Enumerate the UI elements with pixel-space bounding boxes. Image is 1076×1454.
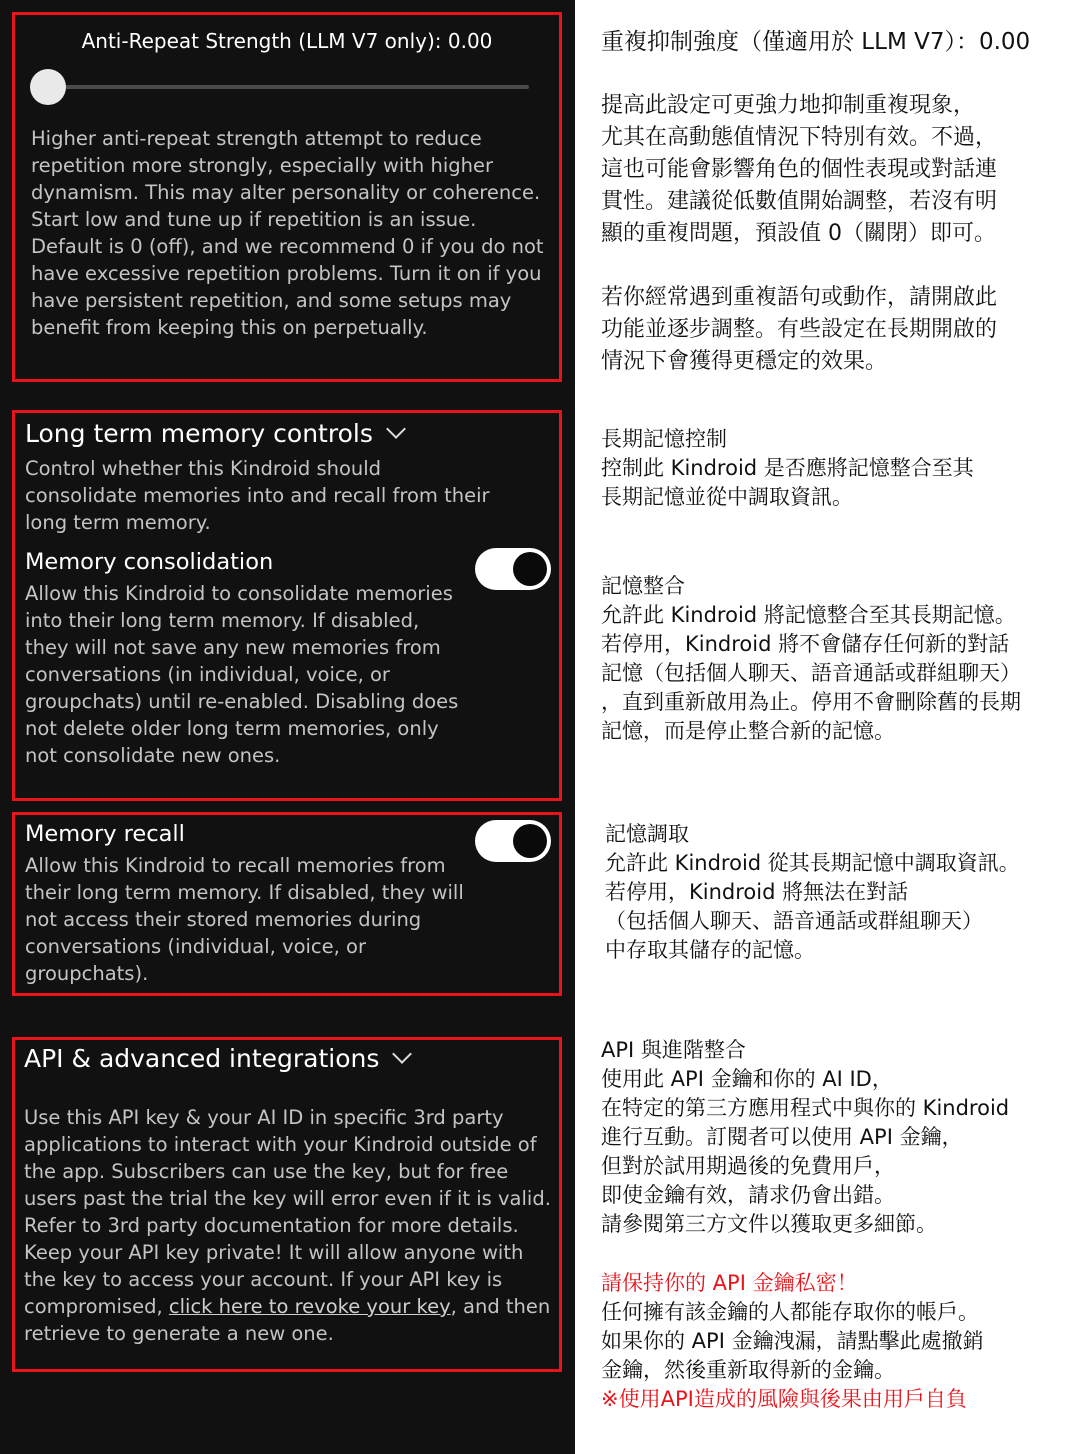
translation-panel — [575, 0, 1076, 1454]
anti-repeat-slider-thumb[interactable] — [30, 69, 66, 105]
memory-consolidation-title: Memory consolidation — [25, 549, 274, 575]
zh-api-integrations: API 與進階整合 使用此 API 金鑰和你的 AI ID， 在特定的第三方應用程式中與你的 Kindroid 進行互動。訂閱者可以使用 API 金鑰， 但對於試用期過後的免費用戶， 即使金鑰有效，請求仍會出錯。 請參閱第三方文件以獲取更多細節。 — [601, 1038, 1010, 1236]
zh-memory-consolidation: 記憶整合 允許此 Kindroid 將記憶整合至其長期記憶。 若停用，Kindroid 將不會儲存任何新的對話 記憶（包括個人聊天、語音通話或群組聊天） ，直到重新啟用為止。停用不會刪除舊的長期 記憶，而是停止整合新的記憶。 — [601, 574, 1021, 743]
zh-anti-repeat-paragraph-1: 提高此設定可更強力地抑制重複現象， 尤其在高動態值情況下特別有效。不過， 這也可能會影響角色的個性表現或對話連 貫性。建議從低數值開始調整，若沒有明 顯的重複問題，預設值 0（關閉）即可。 — [601, 93, 998, 246]
zh-api-risk-notice: ※使用API造成的風險與後果由用戶自負 — [601, 1387, 967, 1411]
api-description-text: Use this API key & your AI ID in specific 3rd party applications to interact with your Kindroid outside of the app. Subscribers can use the key, but for free users past the trial the key will error even if it is valid. Refer to 3rd party documentation for more details. Keep your API key private! It will allow anyone with the key to access your account. If your API key is compromised, — [24, 1106, 551, 1318]
zh-api-warning: 請保持你的 API 金鑰私密！ — [601, 1271, 858, 1295]
zh-anti-repeat-paragraph-2: 若你經常遇到重複語句或動作，請開啟此 功能並逐步調整。有些設定在長期開啟的 情況下會獲得更穩定的效果。 — [601, 285, 998, 374]
revoke-key-link[interactable]: click here to revoke your key — [168, 1295, 451, 1318]
zh-memory-recall: 記憶調取 允許此 Kindroid 從其長期記憶中調取資訊。 若停用，Kindroid 將無法在對話 （包括個人聊天、語音通話或群組聊天） 中存取其儲存的記憶。 — [605, 822, 1020, 962]
chevron-down-icon[interactable] — [386, 419, 406, 439]
zh-anti-repeat-title: 重複抑制強度（僅適用於 LLM V7）：0.00 — [601, 29, 1031, 55]
chevron-down-icon[interactable] — [392, 1044, 412, 1064]
long-term-memory-header[interactable] — [25, 419, 403, 448]
memory-consolidation-description: Allow this Kindroid to consolidate memories into their long term memory. If disabled, they will not save any new memories from conversations (in individual, voice, or groupchats) until re-enabled. Disabling does not delete older long term memories, only not consolidate new ones. — [25, 582, 459, 767]
toggle-knob — [513, 552, 547, 586]
api-integrations-header[interactable] — [24, 1044, 409, 1073]
memory-recall-section — [12, 812, 562, 996]
anti-repeat-slider-track[interactable] — [49, 85, 529, 89]
memory-recall-toggle[interactable] — [475, 820, 551, 862]
long-term-memory-title: Long term memory controls — [25, 419, 373, 448]
api-integrations-section — [12, 1037, 562, 1372]
anti-repeat-section — [12, 12, 562, 382]
memory-recall-description: Allow this Kindroid to recall memories from their long term memory. If disabled, they will not access their stored memories during conversations (individual, voice, or groupchats). — [25, 854, 464, 985]
long-term-memory-description: Control whether this Kindroid should consolidate memories into and recall from their long term memory. — [25, 457, 490, 534]
api-integrations-title: API & advanced integrations — [24, 1044, 380, 1073]
zh-api-paragraph-2: 任何擁有該金鑰的人都能存取你的帳戶。 如果你的 API 金鑰洩漏，請點擊此處撤銷 金鑰，然後重新取得新的金鑰。 — [601, 1300, 984, 1382]
anti-repeat-description: Higher anti-repeat strength attempt to reduce repetition more strongly, especially with higher dynamism. This may alter personality or coherence. Start low and tune up if repetition is an issue. Default is 0 (off), and we recommend 0 if you do not have excessive repetition problems. Turn it on if you have persistent repetition, and some setups may benefit from keeping this on perpetually. — [31, 127, 544, 339]
memory-recall-title: Memory recall — [25, 821, 185, 847]
long-term-memory-section — [12, 410, 562, 801]
zh-long-term-memory: 長期記憶控制 控制此 Kindroid 是否應將記憶整合至其 長期記憶並從中調取資訊。 — [601, 427, 974, 509]
memory-consolidation-toggle[interactable] — [475, 548, 551, 590]
toggle-knob — [513, 824, 547, 858]
anti-repeat-title: Anti-Repeat Strength (LLM V7 only): 0.00 — [81, 29, 493, 53]
api-description-tail: , and then retrieve to generate a new one. — [24, 1295, 551, 1345]
api-integrations-description — [24, 1104, 554, 1347]
